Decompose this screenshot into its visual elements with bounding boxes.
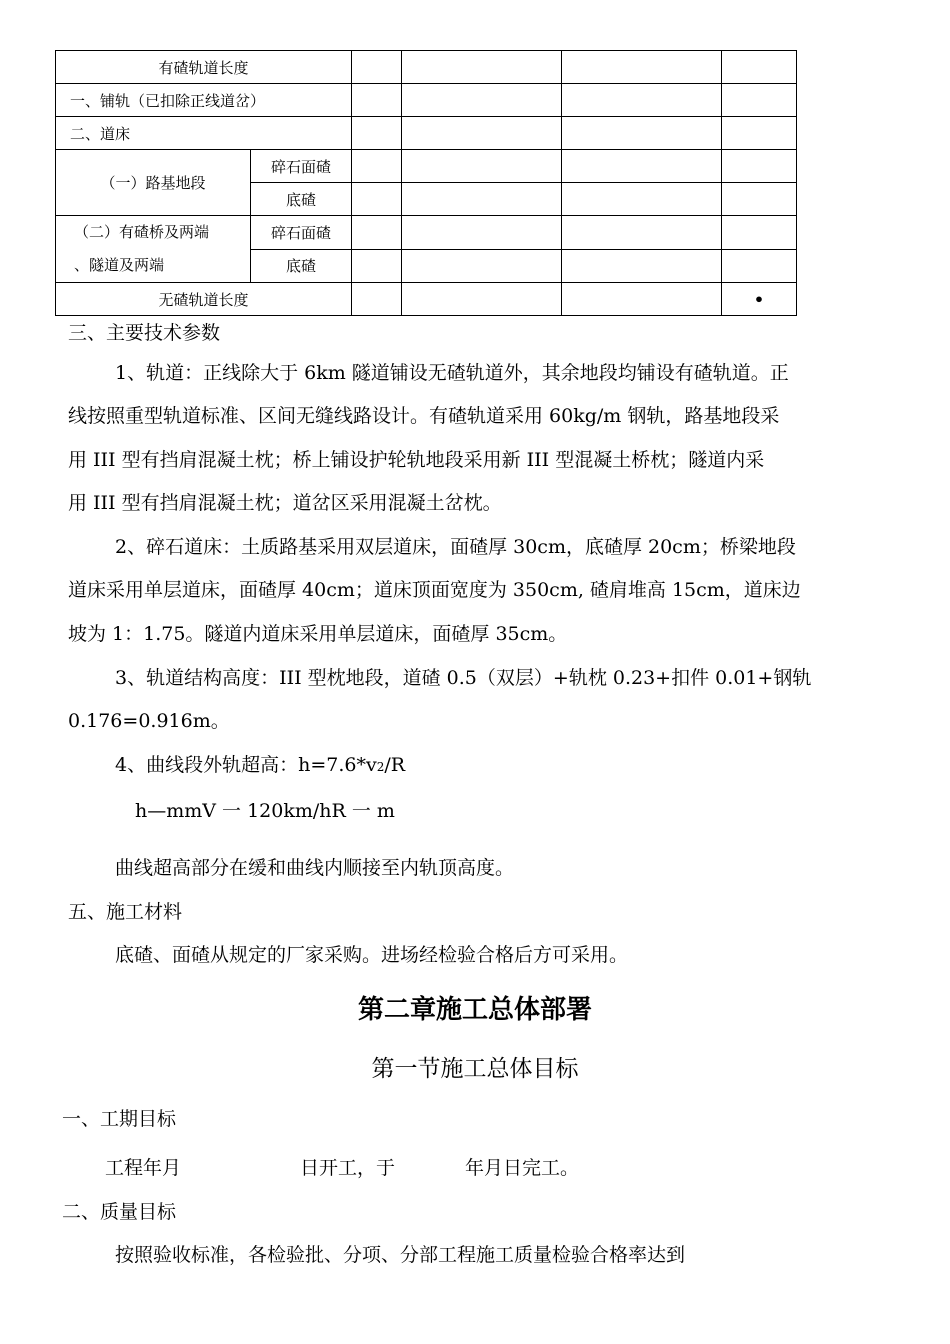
quality-text: 按照验收标准，各检验批、分项、分部工程施工质量检验合格率达到 [115,1244,686,1266]
sub-label-sub-ballast: 底碴 [251,183,352,216]
table-row [56,51,797,84]
section-title: 第一节施工总体目标 [371,1056,579,1082]
section-heading-3: 三、主要技术参数 [68,322,221,344]
goal-heading-schedule: 一、工期目标 [62,1108,177,1130]
goal-heading-quality: 二、质量目标 [62,1201,177,1223]
quantity-table [55,50,797,316]
paragraph-2-line-2: 道床采用单层道床，面碴厚 40cm；道床顶面宽度为 350cm, 碴肩堆高 15cm，道床边 [68,579,801,601]
row-label-track-laying: 一、铺轨（已扣除正线道岔） [56,84,352,117]
formula-note: h—mmV 一 120km/hR 一 m [135,800,395,822]
sub-label-top-ballast: 碎石面碴 [251,150,352,183]
schedule-text-2: 日开工，于 [300,1157,396,1179]
sub-label-sub-ballast: 底碴 [251,249,352,283]
table-row [56,283,797,316]
row-label-bridge-tunnel [56,216,251,283]
paragraph-4 [115,754,405,777]
paragraph-6: 底碴、面碴从规定的厂家采购。进场经检验合格后方可采用。 [115,944,629,966]
superelevation-text: 4、曲线段外轨超高：h=7.6*v [115,754,377,776]
schedule-text-1: 工程年月 [105,1157,182,1179]
superelevation-text-end: /R [384,754,406,776]
paragraph-3-line-1: 3、轨道结构高度：III 型枕地段，道碴 0.5（双层）+轨枕 0.23+扣件 0.01+钢轨 [115,667,812,689]
row-label-ballasted-length: 有碴轨道长度 [56,51,352,84]
bullet-mark: • [722,283,797,316]
subscript-2: 2 [376,760,385,774]
paragraph-3-line-2: 0.176=0.916m。 [68,710,230,732]
schedule-text-3: 年月日完工。 [465,1157,580,1179]
paragraph-5: 曲线超高部分在缓和曲线内顺接至内轨顶高度。 [115,857,515,879]
row-label-line1: （二）有碴桥及两端 [74,223,210,241]
row-label-line2: 、隧道及两端 [74,256,165,274]
sub-label-top-ballast: 碎石面碴 [251,216,352,250]
paragraph-2-line-3: 坡为 1：1.75。隧道内道床采用单层道床，面碴厚 35cm。 [68,623,568,645]
row-label-ballast-bed: 二、道床 [56,117,352,150]
table-row [56,216,797,250]
row-label-ballastless-length: 无碴轨道长度 [56,283,352,316]
chapter-title: 第二章施工总体部署 [357,995,592,1025]
paragraph-2-line-1: 2、碎石道床：土质路基采用双层道床，面碴厚 30cm，底碴厚 20cm；桥梁地段 [115,536,796,558]
paragraph-1-line-2: 线按照重型轨道标准、区间无缝线路设计。有碴轨道采用 60kg/m 钢轨，路基地段采 [68,405,780,427]
paragraph-1-line-1: 1、轨道：正线除大于 6km 隧道铺设无碴轨道外，其余地段均铺设有碴轨道。正 [115,362,789,384]
section-heading-5: 五、施工材料 [68,901,183,923]
paragraph-1-line-4: 用 III 型有挡肩混凝土枕；道岔区采用混凝土岔枕。 [68,492,502,514]
paragraph-1-line-3: 用 III 型有挡肩混凝土枕；桥上铺设护轮轨地段采用新 III 型混凝土桥枕；隧道内采 [68,449,765,471]
table-row [56,117,797,150]
table-row [56,150,797,183]
row-label-subgrade: （一）路基地段 [56,150,251,216]
table-row [56,84,797,117]
